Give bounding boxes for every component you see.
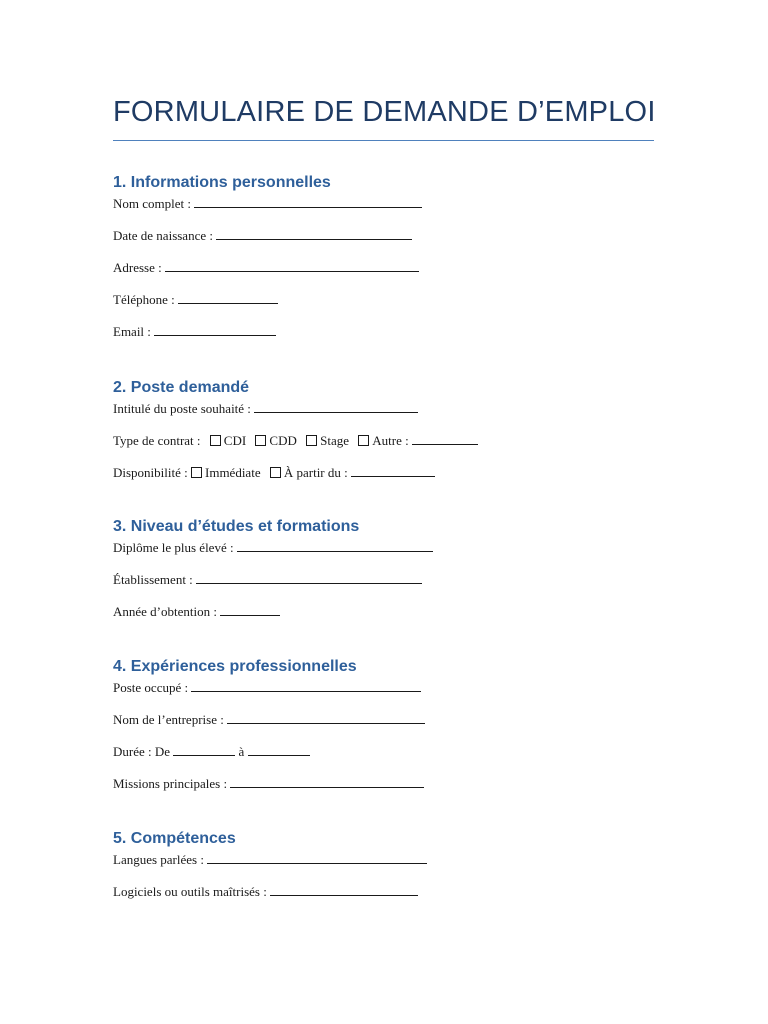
birth-date-field xyxy=(113,228,673,244)
availability-option-from[interactable]: À partir du : xyxy=(270,465,348,480)
field-label: Logiciels ou outils maîtrisés : xyxy=(113,884,267,899)
phone-blank[interactable] xyxy=(178,292,278,304)
job-title-blank[interactable] xyxy=(254,401,418,413)
degree-blank[interactable] xyxy=(237,540,433,552)
company-name-field xyxy=(113,712,673,728)
graduation-year-blank[interactable] xyxy=(220,604,280,616)
email-blank[interactable] xyxy=(154,324,276,336)
field-label: Durée : De xyxy=(113,744,171,759)
duration-to-label: à xyxy=(238,744,245,759)
checkbox-icon[interactable] xyxy=(358,435,369,446)
section-heading: 4. Expériences professionnelles xyxy=(113,658,357,675)
checkbox-icon[interactable] xyxy=(255,435,266,446)
main-missions-field xyxy=(113,776,673,792)
section-position xyxy=(113,377,673,481)
field-label: Nom complet : xyxy=(113,196,191,211)
field-label: Téléphone : xyxy=(113,292,175,307)
birth-date-blank[interactable] xyxy=(216,228,412,240)
field-label: Langues parlées : xyxy=(113,852,204,867)
duration-from-blank[interactable] xyxy=(173,744,235,756)
languages-field xyxy=(113,852,673,868)
phone-field xyxy=(113,292,673,308)
field-label: Intitulé du poste souhaité : xyxy=(113,401,251,416)
duration-field xyxy=(113,744,673,760)
contract-option-cdd[interactable]: CDD xyxy=(255,433,296,448)
full-name-field xyxy=(113,196,673,212)
field-label: Établissement : xyxy=(113,572,193,587)
checkbox-icon[interactable] xyxy=(210,435,221,446)
address-field xyxy=(113,260,673,276)
position-held-field xyxy=(113,680,673,696)
availability-option-immediate[interactable]: Immédiate xyxy=(191,465,261,480)
field-label: Poste occupé : xyxy=(113,680,189,695)
section-heading: 1. Informations personnelles xyxy=(113,174,331,191)
address-blank[interactable] xyxy=(165,260,419,272)
email-field xyxy=(113,324,673,340)
section-skills xyxy=(113,828,673,900)
field-label: Adresse : xyxy=(113,260,162,275)
checkbox-icon[interactable] xyxy=(270,467,281,478)
field-label: Nom de l’entreprise : xyxy=(113,712,224,727)
degree-field xyxy=(113,540,673,556)
field-label: Année d’obtention : xyxy=(113,604,217,619)
availability-date-blank[interactable] xyxy=(351,465,435,477)
contract-other-blank[interactable] xyxy=(412,433,478,445)
institution-blank[interactable] xyxy=(196,572,422,584)
title-underline xyxy=(113,140,654,141)
field-label: Date de naissance : xyxy=(113,228,213,243)
field-label: Disponibilité : xyxy=(113,465,188,480)
page-title: FORMULAIRE DE DEMANDE D’EMPLOI xyxy=(113,96,656,128)
contract-option-other[interactable]: Autre : xyxy=(358,433,408,448)
section-experience xyxy=(113,656,673,792)
section-heading: 5. Compétences xyxy=(113,830,236,847)
section-heading: 3. Niveau d’études et formations xyxy=(113,518,360,535)
contract-type-field xyxy=(113,433,673,449)
checkbox-icon[interactable] xyxy=(191,467,202,478)
languages-blank[interactable] xyxy=(207,852,427,864)
full-name-blank[interactable] xyxy=(194,196,422,208)
software-tools-field xyxy=(113,884,673,900)
section-education xyxy=(113,516,673,620)
duration-to-blank[interactable] xyxy=(248,744,310,756)
section-personal-info xyxy=(113,172,673,340)
field-label: Missions principales : xyxy=(113,776,228,791)
company-name-blank[interactable] xyxy=(227,712,425,724)
contract-option-cdi[interactable]: CDI xyxy=(210,433,246,448)
software-tools-blank[interactable] xyxy=(270,884,418,896)
checkbox-icon[interactable] xyxy=(306,435,317,446)
position-held-blank[interactable] xyxy=(191,680,421,692)
institution-field xyxy=(113,572,673,588)
field-label: Email : xyxy=(113,324,151,339)
job-title-field xyxy=(113,401,673,417)
field-label: Diplôme le plus élevé : xyxy=(113,540,234,555)
field-label: Type de contrat : xyxy=(113,433,201,448)
main-missions-blank[interactable] xyxy=(230,776,424,788)
availability-field xyxy=(113,465,673,481)
graduation-year-field xyxy=(113,604,673,620)
contract-option-stage[interactable]: Stage xyxy=(306,433,349,448)
section-heading: 2. Poste demandé xyxy=(113,379,250,396)
